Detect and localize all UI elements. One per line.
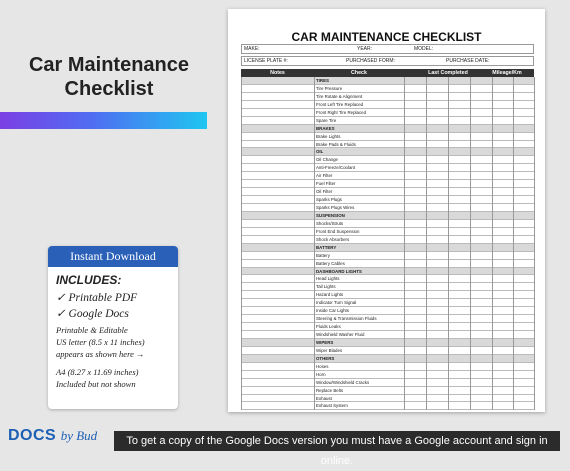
grid-line [492,77,493,410]
checklist-row [241,252,534,260]
checklist-row [241,402,534,410]
item-label: Front Left Tire Replaced [316,101,364,107]
category-row [241,212,534,220]
grid-line [534,77,535,410]
item-label: Sparks Plugs [316,197,342,203]
logo-docs: DOCS [8,427,57,444]
checklist-row [241,164,534,172]
item-label: Hoses [316,363,329,369]
include-item-pdf: ✓ Printable PDF [56,292,138,304]
checklist-row [241,220,534,228]
extra-details [56,366,170,390]
grid-line [470,77,471,410]
checklist-row [241,228,534,236]
model-label: MODEL: [414,46,434,52]
info-row-1 [241,44,534,54]
category-row [241,77,534,85]
item-label: Tire Pressure [316,85,343,91]
checklist-row [241,172,534,180]
item-label: Window/Windshield Cracks [316,379,370,385]
item-label: Battery Cables [316,260,345,266]
checklist-row [241,188,534,196]
checklist-row [241,101,534,109]
download-card [48,246,178,409]
item-label: Fuel Filter [316,181,336,187]
checklist-row [241,291,534,299]
checklist-row [241,196,534,204]
checklist-row [241,347,534,355]
category-row [241,355,534,363]
include-item-docs: ✓ Google Docs [56,308,129,320]
instant-download-button[interactable]: Instant Download [48,246,178,267]
checklist-row [241,379,534,387]
hero-title-line2: Checklist [64,78,154,100]
hero-title [14,53,204,101]
col-mileage: Mileage/Km [492,70,522,76]
item-label: Head Lights [316,276,340,282]
detail-line: appears as shown here → [56,349,145,359]
col-last-completed: Last Completed [428,70,468,76]
includes-heading: INCLUDES: [56,273,122,287]
detail-line: A4 (8.27 x 11.69 inches) [56,367,139,377]
item-label: Horn [316,371,326,377]
col-check: Check [351,70,367,76]
item-label: Shocks/Struts [316,220,344,226]
checklist-row [241,85,534,93]
docs-by-bud-logo [8,427,97,445]
category-label: DASHBOARD LIGHTS [316,268,362,274]
item-label: Oil Filter [316,189,333,195]
item-label: Exhaust System [316,403,348,409]
item-label: Brake Lights [316,133,341,139]
item-label: Hazard Lights [316,292,344,298]
gradient-bar [0,112,207,129]
logo-by-bud: by Bud [60,428,98,443]
category-row [241,244,534,252]
checklist-row [241,363,534,371]
checklist-row [241,109,534,117]
item-label: Tail Lights [316,284,336,290]
item-label: Windshield Washer Fluid [316,332,365,337]
item-label: Wiper Blades [316,347,343,353]
checklist-row [241,275,534,283]
item-label: Sparks Plugs Wires [316,205,355,210]
item-label: Brake Pads & Fluids [316,141,356,147]
item-label: Spare Tire [316,117,337,123]
item-label: Exhaust [316,395,332,401]
item-label: Tire Rotate & Alignment [316,93,363,99]
item-label: Steering & Transmission Fluids [316,316,377,322]
detail-line: Printable & Editable [56,325,128,335]
item-label: Replace Belts [316,387,344,393]
grid-line [513,77,514,410]
format-details [56,324,170,360]
checklist-row [241,315,534,323]
checklist-row [241,331,534,339]
category-row [241,268,534,276]
category-label: BATTERY [316,244,337,250]
item-label: Battery [316,252,330,258]
category-label: TIRES [316,78,329,83]
checklist-row [241,299,534,307]
category-label: OIL [316,149,324,155]
col-notes: Notes [270,70,285,76]
detail-line: US letter (8.5 x 11 inches) [56,337,145,347]
checklist-row [241,283,534,291]
checklist-row [241,141,534,149]
checklist-row [241,387,534,395]
checklist-rows [241,77,534,410]
checklist-row [241,133,534,141]
checklist-row [241,395,534,403]
category-row [241,148,534,156]
checklist-row [241,180,534,188]
checklist-row [241,236,534,244]
purchase-date-label: PURCHASE DATE: [446,58,490,64]
checklist-row [241,204,534,212]
grid-line [426,77,427,410]
category-label: SUSPENSION [316,212,345,218]
hero-title-line1: Car Maintenance [28,54,190,76]
category-label: OTHERS [316,355,335,361]
year-label: YEAR: [357,46,373,52]
category-row [241,339,534,347]
checklist-row [241,117,534,125]
checklist-row [241,156,534,164]
checklist-row [241,260,534,268]
category-label: BRAKES [316,125,335,131]
item-label: Front End Suspension [316,228,360,234]
item-label: Anti-Freeze/Coolant [316,165,356,171]
checklist-row [241,323,534,331]
grid-line [404,77,405,410]
purchased-from-label: PURCHASED FORM: [346,58,395,64]
info-row-2 [241,56,534,66]
item-label: Fluids Leaks [316,324,341,330]
item-label: Air Filter [316,173,333,179]
item-label: Indicator Turn Signal [316,300,357,306]
make-label: MAKE: [244,46,260,52]
google-docs-notice: To get a copy of the Google Docs version you must have a Google account and sign in online. [114,431,560,451]
grid-line [448,77,449,410]
item-label: Front Right Tire Replaced [316,109,367,115]
grid-line [241,77,242,410]
grid-line [314,77,315,410]
checklist-row [241,307,534,315]
checklist-row [241,371,534,379]
item-label: Shock Absorbers [316,236,350,242]
checklist-sheet [228,9,545,412]
category-label: WIPERS [316,339,334,345]
sheet-title: CAR MAINTENANCE CHECKLIST [291,30,482,44]
category-row [241,125,534,133]
detail-line: Included but not shown [56,379,136,389]
plate-label: LICENSE PLATE #: [244,58,288,64]
item-label: Inside Car Lights [316,308,349,314]
table-header [241,69,534,77]
checklist-row [241,93,534,101]
item-label: Oil Change [316,157,338,163]
